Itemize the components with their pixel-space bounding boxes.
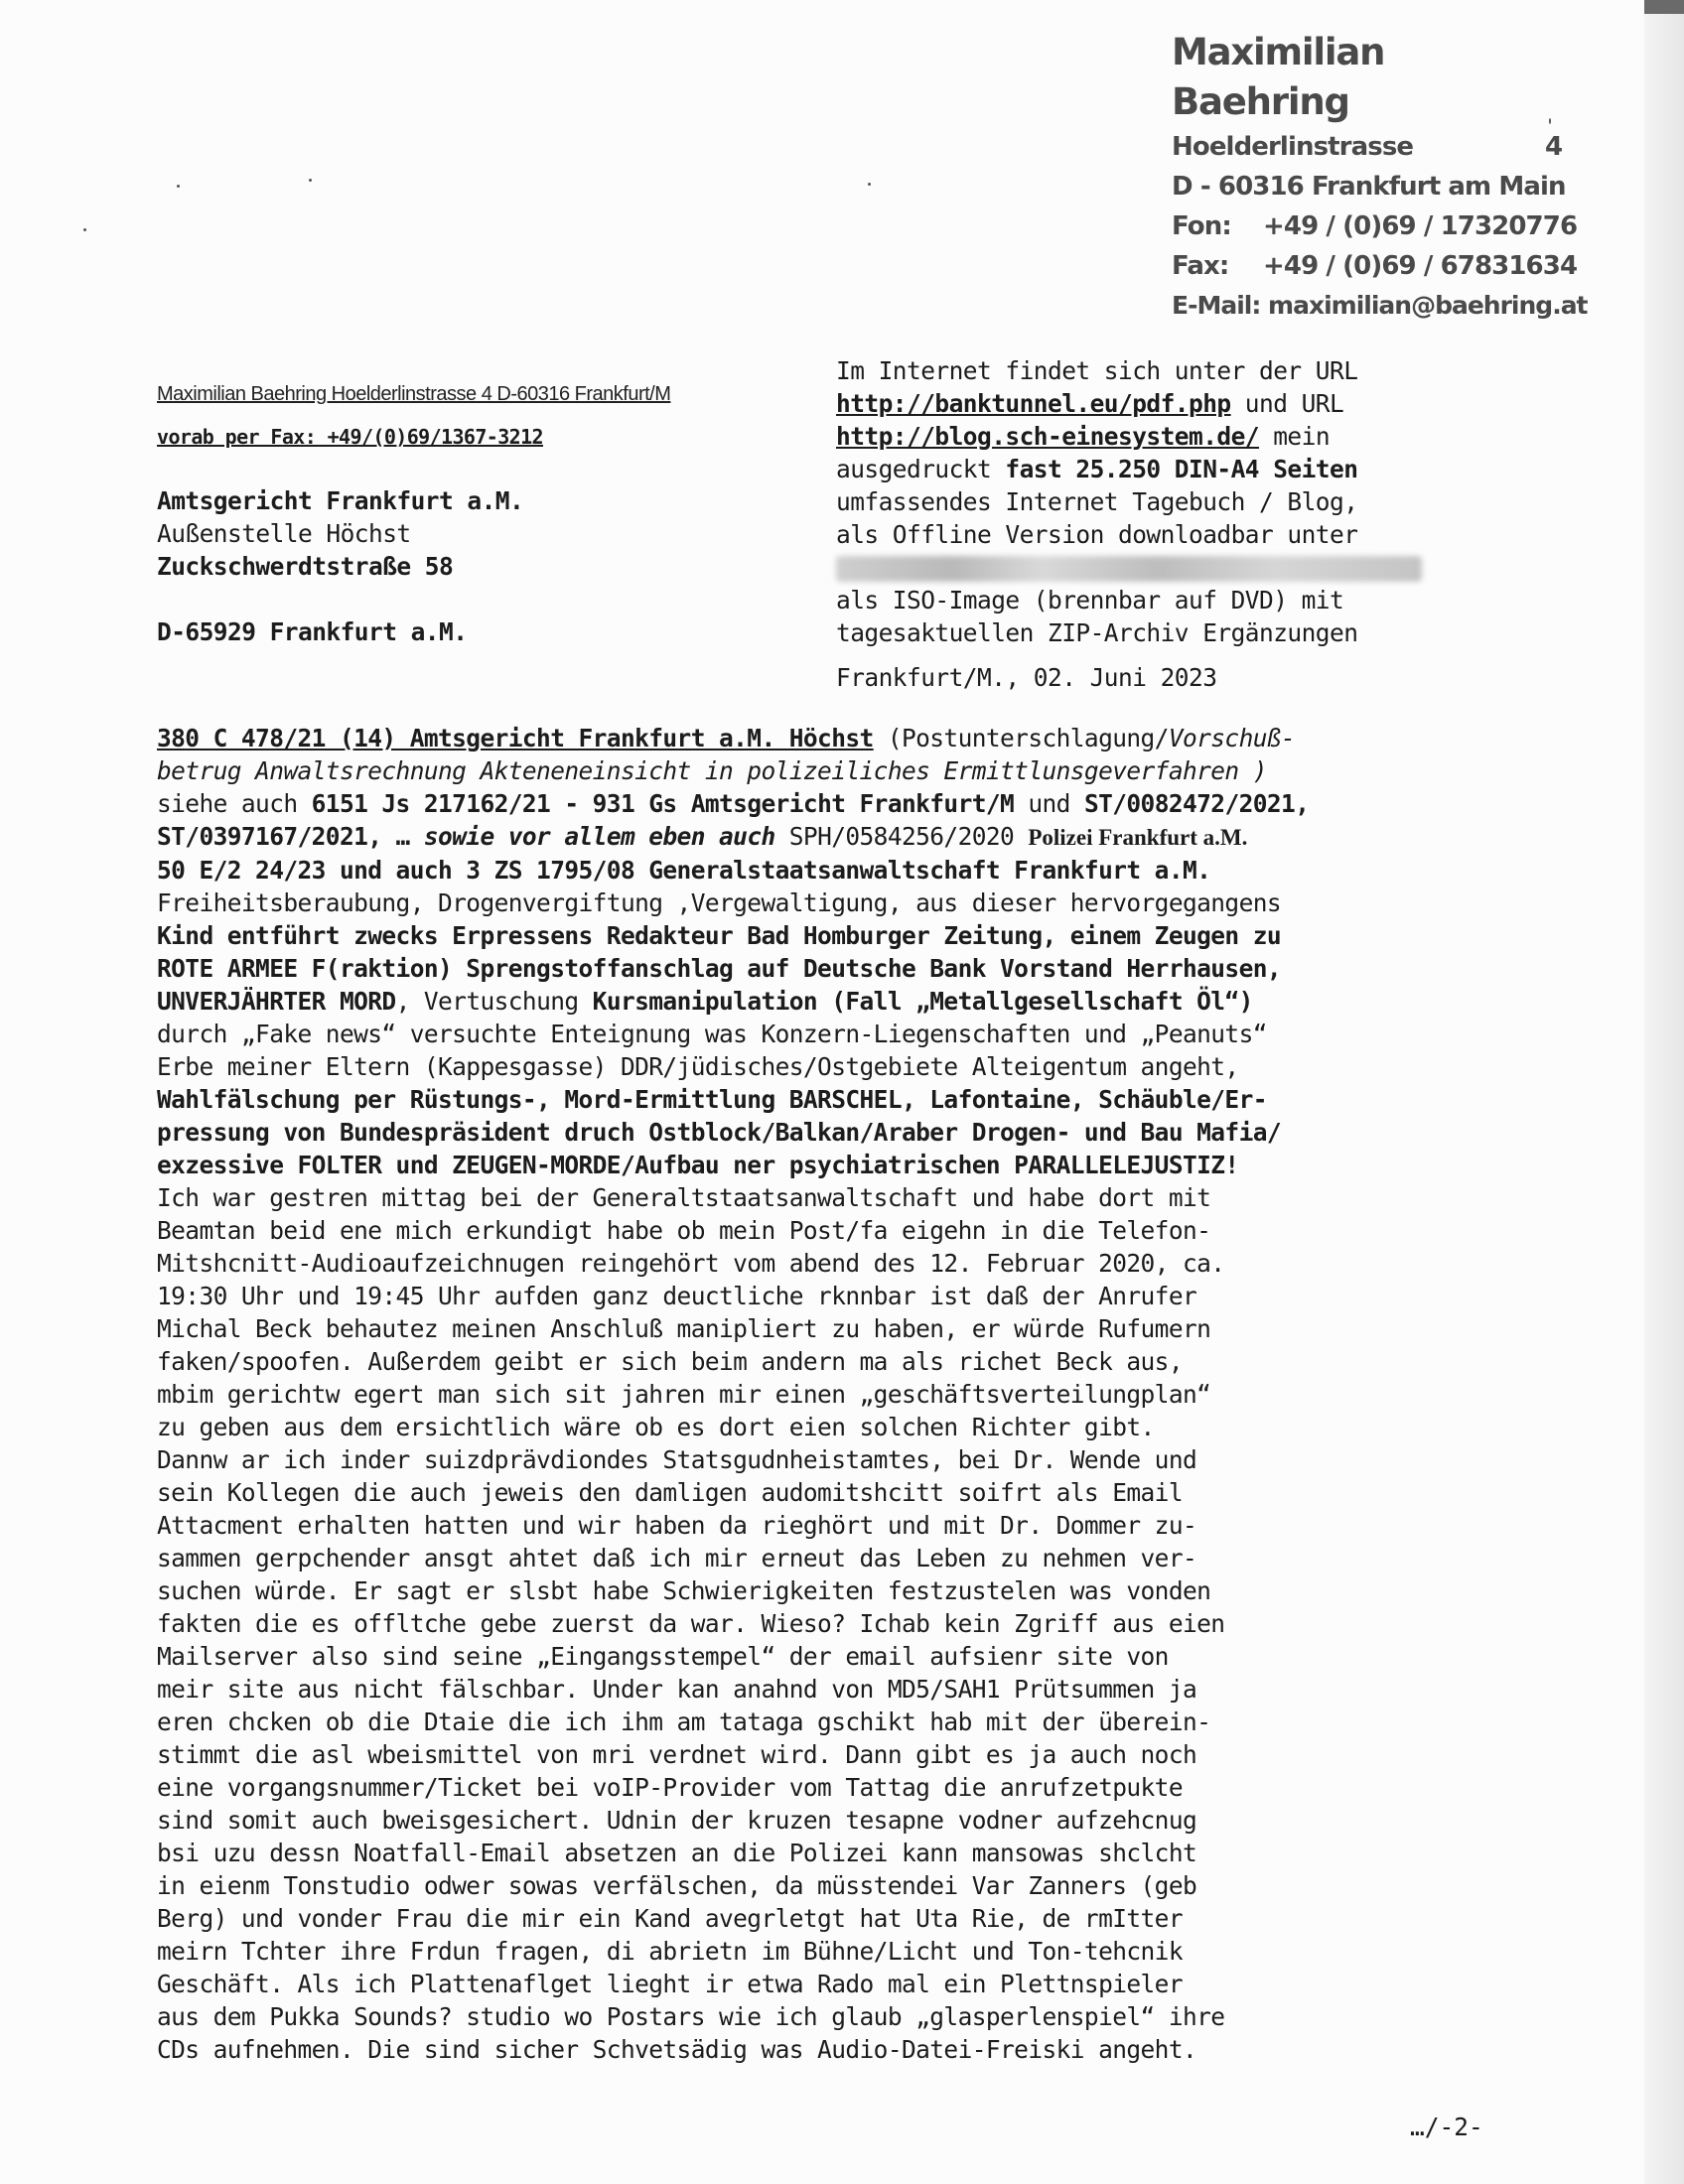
paragraph-line: suchen würde. Er sagt er slsbt habe Schwierigkeiten festzustelen was vonden: [157, 1576, 1211, 1605]
paragraph-line: bsi uzu dessn Noatfall-Email absetzen an die Polizei kann mansowas shclcht: [157, 1839, 1197, 1867]
letterhead-city: D - 60316 Frankfurt am Main: [1172, 172, 1566, 202]
letterhead-fax-label: Fax:: [1172, 251, 1229, 281]
recipient-street: Zuckschwerdtstraße 58: [157, 552, 454, 581]
subject-line: Kind entführt zwecks Erpressens Redakteur Bad Homburger Zeitung, einem Zeugen zu: [157, 921, 1282, 950]
scan-edge: [1644, 0, 1684, 2184]
scan-speck: [177, 185, 180, 188]
recipient-address: [157, 484, 523, 648]
subject-line: [157, 985, 1487, 1018]
subject-text: und: [1014, 789, 1084, 818]
subject-line: [157, 722, 1487, 754]
subject-line: ROTE ARMEE F(raktion) Sprengstoffanschlag auf Deutsche Bank Vorstand Herrhausen,: [157, 954, 1282, 983]
subject-line: [157, 787, 1487, 820]
paragraph-line: fakten die es offltche gebe zuerst da war. Wieso? Ichab kein Zgriff aus eien: [157, 1609, 1225, 1638]
case-reference: SPH/0584256/2020: [774, 822, 1029, 851]
info-column: [836, 354, 1422, 694]
case-reference: 6151 Js 217162/21 - 931 Gs Amtsgericht Frankfurt/M: [311, 789, 1015, 818]
info-line: umfassendes Internet Tagebuch / Blog,: [836, 487, 1358, 516]
paragraph-line: Dannw ar ich inder suizdprävdiondes Statsgudnheistamtes, bei Dr. Wende und: [157, 1445, 1197, 1474]
sender-line: Maximilian Baehring Hoelderlinstrasse 4 D-60316 Frankfurt/M: [157, 383, 671, 405]
info-text: und URL: [1230, 389, 1344, 418]
case-reference: 380 C 478/21 (14) Amtsgericht Frankfurt a.M. Höchst: [157, 724, 874, 752]
subject-line: 50 E/2 24/23 und auch 3 ZS 1795/08 Generalstaatsanwaltschaft Frankfurt a.M.: [157, 856, 1211, 885]
fax-line: vorab per Fax: +49/(0)69/1367-3212: [157, 425, 543, 449]
paragraph-line: mbim gerichtw egert man sich sit jahren mir einen „geschäftsverteilungplan“: [157, 1380, 1211, 1409]
recipient-city: D-65929 Frankfurt a.M.: [157, 617, 468, 646]
paragraph-line: meirn Tchter ihre Frdun fragen, di abrietn im Bühne/Licht und Ton-tehcnik: [157, 1937, 1183, 1966]
case-reference: ST/0082472/2021,: [1083, 789, 1310, 818]
subject-line: Erbe meiner Eltern (Kappesgasse) DDR/jüdisches/Ostgebiete Alteigentum angeht,: [157, 1052, 1239, 1081]
subject-text: , Vertuschung: [395, 987, 593, 1016]
subject-line: Wahlfälschung per Rüstungs-, Mord-Ermittlung BARSCHEL, Lafontaine, Schäuble/Er-: [157, 1085, 1267, 1114]
letter-body: [157, 722, 1487, 2066]
letterhead-house-number: 4: [1545, 132, 1563, 162]
paragraph-line: Mailserver also sind seine „Eingangsstempel“ der email aufsienr site von: [157, 1642, 1169, 1671]
subject-line: exzessive FOLTER und ZEUGEN-MORDE/Aufbau ner psychiatrischen PARALLELEJUSTIZ!: [157, 1151, 1239, 1179]
paragraph-line: eine vorgangsnummer/Ticket bei voIP-Provider vom Tattag die anrufzetpukte: [157, 1773, 1183, 1802]
paragraph-line: Ich war gestren mittag bei der Generaltstaatsanwaltschaft und habe dort mit: [157, 1183, 1211, 1212]
info-line: [836, 420, 1422, 453]
paragraph-line: CDs aufnehmen. Die sind sicher Schvetsädig was Audio-Datei-Freiski angeht.: [157, 2035, 1197, 2064]
letterhead-street-row: [1172, 127, 1569, 167]
paragraph-line: sind somit auch bweisgesichert. Udnin der kruzen tesapne vodner aufzehcnug: [157, 1806, 1197, 1835]
subject-text: UNVERJÄHRTER MORD: [157, 987, 396, 1016]
info-line: als Offline Version downloadbar unter: [836, 520, 1358, 549]
paragraph-line: stimmt die asl wbeismittel von mri verdnet wird. Dann gibt es ja auch noch: [157, 1740, 1197, 1769]
paragraph-line: eren chcken ob die Dtaie die ich ihm am tataga gschikt hab mit der überein-: [157, 1707, 1211, 1736]
letterhead-fax: +49 / (0)69 / 67831634: [1263, 251, 1578, 281]
letterhead-phone: +49 / (0)69 / 17320776: [1263, 211, 1578, 241]
paragraph-line: Beamtan beid ene mich erkundigt habe ob mein Post/fa eigehn in die Telefon-: [157, 1216, 1211, 1245]
scan-speck: [309, 179, 312, 182]
paragraph-line: aus dem Pukka Sounds? studio wo Postars wie ich glaub „glasperlenspiel“ ihre: [157, 2002, 1225, 2031]
subject-text: Vorschuß-: [1168, 724, 1296, 752]
info-line: tagesaktuellen ZIP-Archiv Ergänzungen: [836, 618, 1358, 647]
subject-text: (Postunterschlagung/: [873, 724, 1169, 752]
paragraph-line: zu geben aus dem ersichtlich wäre ob es dort eien solchen Richter gibt.: [157, 1413, 1155, 1441]
scan-speck: [83, 228, 86, 231]
letterhead: [1172, 28, 1588, 326]
page-count: fast 25.250 DIN-A4 Seiten: [1005, 455, 1358, 483]
subject-text: Polizei Frankfurt a.M.: [1028, 825, 1248, 850]
subject-line: [157, 820, 1487, 854]
subject-text: siehe auch: [157, 789, 312, 818]
info-line: [836, 387, 1422, 420]
paragraph-line: 19:30 Uhr und 19:45 Uhr aufden ganz deuctliche rknnbar ist daß der Anrufer: [157, 1282, 1197, 1310]
paragraph-line: in eienm Tonstudio odwer sowas verfälschen, da müsstendei Var Zanners (geb: [157, 1871, 1197, 1900]
info-line: als ISO-Image (brennbar auf DVD) mit: [836, 586, 1344, 614]
scan-corner-mark: [1644, 0, 1684, 14]
scan-speck: [868, 183, 871, 186]
letterhead-name: Maximilian Baehring: [1172, 31, 1385, 123]
paragraph-line: Mitshcnitt-Audioaufzeichnugen reingehört vom abend des 12. Februar 2020, ca.: [157, 1249, 1225, 1278]
letterhead-street: Hoelderlinstrasse: [1172, 132, 1414, 162]
letterhead-fax-row: [1172, 246, 1578, 286]
letterhead-phone-row: [1172, 206, 1578, 246]
paragraph-line: meir site aus nicht fälschbar. Under kan anahnd von MD5/SAH1 Prütsummen ja: [157, 1675, 1197, 1704]
subject-line: pressung von Bundespräsident druch Ostblock/Balkan/Araber Drogen- und Bau Mafia/: [157, 1118, 1282, 1147]
letter-date: Frankfurt/M., 02. Juni 2023: [836, 663, 1217, 692]
subject-line: Freiheitsberaubung, Drogenvergiftung ,Vergewaltigung, aus dieser hervorgegangens: [157, 888, 1282, 917]
letterhead-phone-label: Fon:: [1172, 211, 1231, 241]
subject-text: sowie vor allem eben auch: [423, 822, 775, 851]
paragraph-line: faken/spoofen. Außerdem geibt er sich beim andern ma als richet Beck aus,: [157, 1347, 1183, 1376]
info-line: Im Internet findet sich unter der URL: [836, 356, 1358, 385]
paragraph-line: sein Kollegen die auch jeweis den damligen audomitshcitt soifrt als Email: [157, 1478, 1183, 1507]
subject-text: Kursmanipulation (Fall „Metallgesellschaft Öl“): [592, 987, 1253, 1016]
page-number: …/-2-: [1410, 2113, 1483, 2141]
paragraph-line: sammen gerpchender ansgt ahtet daß ich mir erneut das Leben zu nehmen ver-: [157, 1544, 1197, 1572]
case-reference: ST/0397167/2021, …: [157, 822, 424, 851]
redacted-url: [836, 556, 1422, 582]
subject-line: durch „Fake news“ versuchte Enteignung was Konzern-Liegenschaften und „Peanuts“: [157, 1020, 1267, 1048]
url-link-blog[interactable]: http://blog.sch-einesystem.de/: [836, 422, 1260, 451]
paragraph-line: Berg) und vonder Frau die mir ein Kand avegrletgt hat Uta Rie, de rmItter: [157, 1904, 1183, 1933]
paragraph-line: Michal Beck behautez meinen Anschluß manipliert zu haben, er würde Rufumern: [157, 1314, 1211, 1343]
letterhead-email: E-Mail: maximilian@baehring.at: [1172, 291, 1588, 320]
info-text: mein: [1259, 422, 1331, 451]
paragraph-line: Geschäft. Als ich Plattenaflget lieght ir etwa Rado mal ein Plettnspieler: [157, 1970, 1183, 1998]
info-text: ausgedruckt: [836, 455, 1006, 483]
subject-line: betrug Anwaltsrechnung Akteneneinsicht in polizeiliches Ermittlunsgeverfahren ): [157, 756, 1267, 785]
url-link-banktunnel[interactable]: http://banktunnel.eu/pdf.php: [836, 389, 1231, 418]
paragraph-line: Attacment erhalten hatten und wir haben da rieghört und mit Dr. Dommer zu-: [157, 1511, 1197, 1540]
info-line: [836, 551, 1422, 584]
recipient-court: Amtsgericht Frankfurt a.M.: [157, 486, 524, 515]
info-line: [836, 453, 1422, 485]
recipient-branch: Außenstelle Höchst: [157, 519, 411, 548]
